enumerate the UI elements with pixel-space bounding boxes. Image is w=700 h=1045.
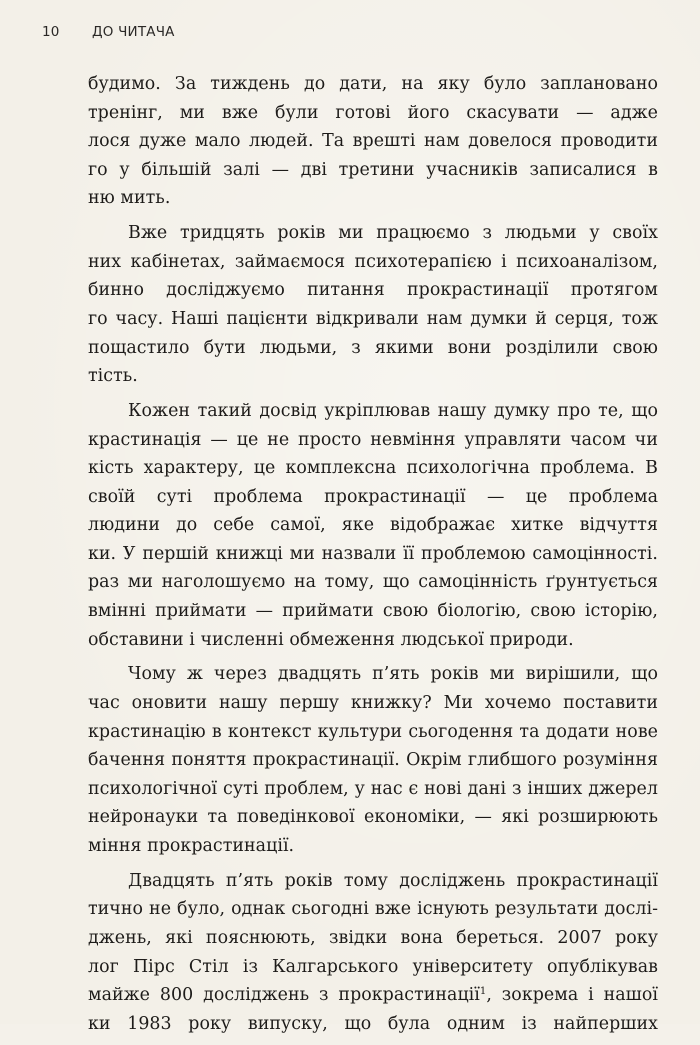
text-line: Вже тридцять років ми працюємо з людьми у своїх <box>128 223 658 244</box>
text-line: психологічної суті проблем, у нас є нові дані з інших джерел <box>88 778 658 799</box>
text-line: Кожен такий досвід укріплював нашу думку про те, що <box>128 400 658 421</box>
text-line: тично не було, однак сьогодні вже існують результати дослі- <box>88 899 658 920</box>
body-text <box>88 70 658 1045</box>
text-line: час оновити нашу першу книжку? Ми хочемо поставити <box>88 693 658 714</box>
text-line: обставини і численні обмеження людської природи. <box>88 629 574 650</box>
text-line: тренінг, ми вже були готові його скасувати — адже <box>88 102 658 123</box>
text-fragment: , зокрема і нашої <box>486 985 658 1006</box>
text-line: лося дуже мало людей. Та врешті нам довелося проводити <box>88 131 658 152</box>
running-title: ДО ЧИТАЧА <box>92 24 175 40</box>
running-head <box>42 24 175 44</box>
text-line: своїй суті проблема прокрастинації — це проблема <box>88 486 658 507</box>
text-line: тість. <box>88 366 138 387</box>
text-line: бинно досліджуємо питання прокрастинації протягом <box>88 280 658 301</box>
text-line: бачення поняття прокрастинації. Окрім глибшого розуміння <box>88 750 658 771</box>
paragraph-4 <box>88 660 658 860</box>
paragraph-1 <box>88 70 658 213</box>
text-line: Двадцять п’ять років тому досліджень прокрастинації <box>128 870 658 891</box>
text-line: міння прокрастинації. <box>88 836 295 856</box>
text-line: будимо. За тиждень до дати, на яку було заплановано <box>88 74 658 94</box>
text-line-with-footnote <box>88 981 658 1010</box>
text-line: пощастило бути людьми, з якими вони розділили свою <box>88 337 658 358</box>
text-line: ню мить. <box>88 188 171 209</box>
text-line: ки. У першій книжці ми назвали її проблемою самоцінності. <box>88 543 658 564</box>
text-line: лог Пірс Стіл із Калгарського університету опублікував <box>88 956 658 977</box>
text-line: них кабінетах, займаємося психотерапією і психоаналізом, <box>88 251 658 272</box>
text-line: вмінні приймати — приймати свою біологію, свою історію, <box>88 601 658 622</box>
text-fragment: майже 800 досліджень з прокрастинації <box>88 985 480 1006</box>
text-line: нейронауки та поведінкової економіки, — які розширюють <box>88 807 658 828</box>
text-line: крастинація — це не просто невміння управляти часом чи <box>88 429 658 450</box>
text-line: раз ми наголошуємо на тому, що самоцінність ґрунтується <box>88 572 658 593</box>
text-line: ки 1983 року випуску, що була одним із найперших <box>88 1013 658 1034</box>
text-line: го у більшій залі — дві третини учасників записалися в <box>88 159 658 180</box>
paragraph-5 <box>88 867 658 1039</box>
paragraph-3 <box>88 397 658 654</box>
footnote-marker[interactable]: 1 <box>479 986 487 998</box>
text-line: кість характеру, це комплексна психологічна проблема. В <box>88 458 658 479</box>
text-line: джень, які пояснюють, звідки вона береться. 2007 року <box>88 927 658 948</box>
paragraph-2 <box>88 219 658 391</box>
page-number: 10 <box>42 24 60 40</box>
text-line: людини до себе самої, яке відображає хитке відчуття <box>88 515 658 536</box>
text-line: Чому ж через двадцять п’ять років ми вирішили, що <box>128 664 658 685</box>
text-line: го часу. Наші пацієнти відкривали нам думки й серця, тож <box>88 308 658 329</box>
text-line: крастинацію в контекст культури сьогодення та додати нове <box>88 721 658 742</box>
